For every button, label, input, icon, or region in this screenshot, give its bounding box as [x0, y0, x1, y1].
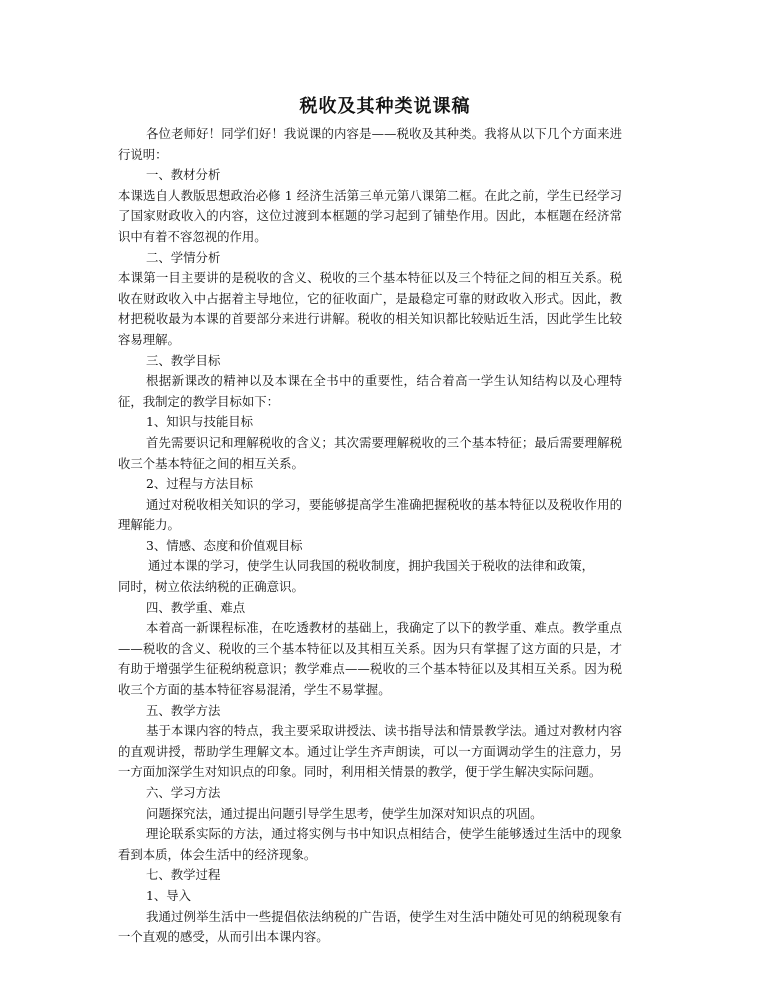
paragraph-teaching-goals: 根据新课改的精神以及本课在全书中的重要性，结合着高一学生认知结构以及心理特征，我制定的教学目标如下： — [118, 373, 622, 409]
heading-key-difficult-points: 四、教学重、难点 — [146, 599, 246, 615]
heading-textbook-analysis: 一、教材分析 — [146, 167, 221, 183]
heading-emotion-values: 3、情感、态度和价值观目标 — [146, 537, 303, 553]
paragraph-key-difficult-points: 本着高一新课程标准，在吃透教材的基础上，我确定了以下的教学重、难点。教学重点——税收的含义、税收的三个基本特征以及其相互关系。因为只有掌握了这方面的只是，才有助于增强学生征税纳税意识；教学难点——税收的三个基本特征以及其相互关系。因为税收三个方面的基本特征容易混淆，学生不易掌握。 — [118, 620, 622, 698]
heading-student-analysis: 二、学情分析 — [146, 249, 221, 265]
paragraph-knowledge-skills: 首先需要识记和理解税收的含义；其次需要理解税收的三个基本特征；最后需要理解税收三个基本特征之间的相互关系。 — [118, 434, 622, 471]
paragraph-emotion-values-cont: 同时，树立依法纳税的正确意识。 — [118, 579, 304, 595]
paragraph-learning-method-inquiry: 问题探究法，通过提出问题引导学生思考，使学生加深对知识点的巩固。 — [146, 805, 543, 821]
paragraph-intro: 各位老师好！同学们好！我说课的内容是——税收及其种类。我将从以下几个方面来进行说明： — [118, 126, 622, 162]
document-title: 税收及其种类说课稿 — [299, 96, 471, 117]
heading-teaching-process: 七、教学过程 — [146, 867, 221, 883]
heading-introduction: 1、导入 — [146, 887, 192, 903]
heading-teaching-methods: 五、教学方法 — [146, 702, 221, 718]
heading-process-methods: 2、过程与方法目标 — [146, 476, 254, 492]
paragraph-process-methods: 通过对税收相关知识的学习，要能够提高学生准确把握税收的基本特征以及税收作用的理解能力。 — [118, 496, 622, 533]
heading-teaching-goals: 三、教学目标 — [146, 352, 221, 368]
paragraph-teaching-methods: 基于本课内容的特点，我主要采取讲授法、读书指导法和情景教学法。通过对教材内容的直观讲授，帮助学生理解文本。通过让学生齐声朗读，可以一方面调动学生的注意力，另一方面加深学生对知识点的印象。同时，利用相关情景的教学，便于学生解决实际问题。 — [118, 723, 622, 780]
document-body — [118, 124, 622, 948]
paragraph-student-analysis: 本课第一目主要讲的是税收的含义、税收的三个基本特征以及三个特征之间的相互关系。税收在财政收入中占据着主导地位，它的征收面广，是最稳定可靠的财政收入形式。因此，教材把税收最为本课的首要部分来进行讲解。税收的相关知识都比较贴近生活，因此学生比较容易理解。 — [118, 270, 622, 347]
heading-knowledge-skills: 1、知识与技能目标 — [146, 414, 254, 430]
paragraph-textbook-analysis: 本课选自人教版思想政治必修 1 经济生活第三单元第八课第二框。在此之前，学生已经学习了国家财政收入的内容，这位过渡到本框题的学习起到了铺垫作用。因此，本框题在经济常识中有着不容忽视的作用。 — [118, 187, 622, 244]
paragraph-emotion-values: 通过本课的学习，使学生认同我国的税收制度，拥护我国关于税收的法律和政策， — [148, 558, 595, 574]
heading-learning-methods: 六、学习方法 — [146, 785, 221, 800]
paragraph-learning-method-practice: 理论联系实际的方法，通过将实例与书中知识点相结合，使学生能够透过生活中的现象看到本质，体会生活中的经济现象。 — [118, 826, 622, 862]
paragraph-introduction: 我通过例举生活中一些提倡依法纳税的广告语，使学生对生活中随处可见的纳税现象有一个直观的感受，从而引出本课内容。 — [118, 908, 622, 945]
